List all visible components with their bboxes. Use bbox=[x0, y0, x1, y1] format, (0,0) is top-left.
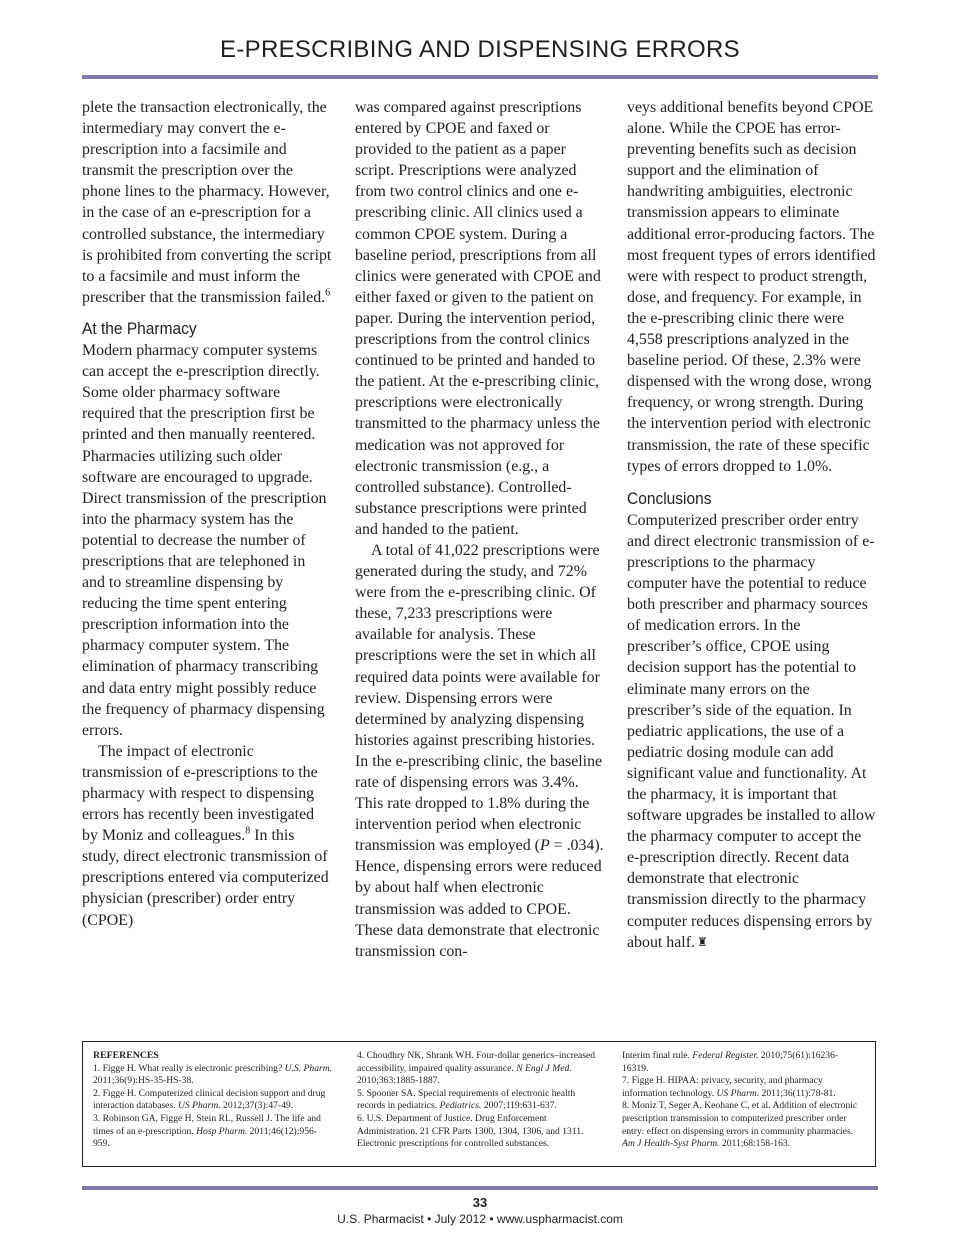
column-2 bbox=[355, 97, 605, 962]
header-rule bbox=[82, 75, 878, 79]
reference-item: 2. Figge H. Computerized clinical decision support and drug interaction databases. US Pharm. 2012;37(3):47-49. bbox=[93, 1087, 326, 1112]
citation-superscript: 6 bbox=[325, 287, 331, 299]
footer-publication-line: U.S. Pharmacist • July 2012 • www.uspharmacist.com bbox=[337, 1212, 623, 1226]
page-number: 33 bbox=[472, 1195, 488, 1210]
references-column-2 bbox=[357, 1050, 597, 1151]
reference-item: 4. Choudhry NK, Shrank WH. Four-dollar generics–increased accessibility, impaired quality assurance. N Engl J Med. 2010;363:1885-1887. bbox=[357, 1050, 596, 1087]
column-1 bbox=[82, 97, 332, 931]
reference-item: 7. Figge H. HIPAA: privacy, security, and pharmacy information technology. US Pharm. 2011;36(11):78-81. bbox=[622, 1075, 836, 1099]
paragraph bbox=[627, 510, 877, 953]
section-heading-at-the-pharmacy: At the Pharmacy bbox=[82, 319, 197, 338]
references-title: REFERENCES bbox=[93, 1050, 159, 1061]
paragraph-text: Computerized prescriber order entry and direct electronic transmission of e-prescriptions to the pharmacy computer have the potential to reduce both prescriber and pharmacy sources of medication errors. In the prescriber’s office, CPOE using decision support has the potential to eliminate many errors on the prescriber’s side of the equation. In pediatric applications, the use of a pediatric dosing module can add significant value and functionality. At the pharmacy, it is important that software upgrades be installed to allow the pharmacy computer to accept the e-prescription directly. Recent data demonstrate that electronic transmission directly to the pharmacy computer reduces dispensing errors by about half. bbox=[627, 511, 876, 951]
paragraph: was compared against prescriptions entered by CPOE and faxed or provided to the patient as a paper script. Prescriptions were analyzed from two control clinics and one e-prescribing clinic. All clinics used a common CPOE system. During a baseline period, prescriptions from all clinics were generated with CPOE and either faxed or given to the patient on paper. During the intervention period, prescriptions from the control clinics continued to be printed and handed to the patient. At the e-prescribing clinic, prescriptions were electronically transmitted to the pharmacy unless the medication was not approved for electronic transmission (e.g., a controlled substance). Controlled-substance prescriptions were printed and handed to the patient. bbox=[355, 99, 601, 538]
reference-item-continued: Interim final rule. Federal Register. 2010;75(61):16236-16319. bbox=[622, 1050, 839, 1074]
paragraph-text: A total of 41,022 prescriptions were generated during the study, and 72% were from the e-prescribing clinic. Of these, 7,233 prescriptions were available for analysis. These prescriptions were the set in which all required data points were available for review. Dispensing errors were determined by analyzing dispensing histories against prescribing histories. In the e-prescribing clinic, the baseline rate of dispensing errors was 3.4%. This rate dropped to 1.8% during the intervention period when electronic transmission was employed ( bbox=[355, 541, 603, 855]
running-head-title: E-PRESCRIBING AND DISPENSING ERRORS bbox=[220, 36, 740, 63]
journal-name: US Pharm. bbox=[177, 1100, 221, 1112]
references-box bbox=[82, 1041, 876, 1167]
journal-name: Hosp Pharm. bbox=[196, 1125, 248, 1137]
reference-item: 3. Robinson GA, Figge H, Stein RL, Russell J. The life and times of an e-prescription. Hosp Pharm. 2011;46(12):956-959. bbox=[93, 1112, 321, 1150]
journal-name: Pediatrics. bbox=[439, 1100, 482, 1112]
paragraph: Modern pharmacy computer systems can accept the e-prescription directly. Some older pharmacy software required that the prescription first be printed and then manually reentered. Pharmacies utilizing such older software are encouraged to upgrade. Direct transmission of the prescription into the pharmacy system has the potential to decrease the number of prescriptions that are telephoned in and to streamline dispensing by reducing the time spent entering prescription information into the pharmacy computer system. The elimination of pharmacy transcribing and data entry might possibly reduce the frequency of pharmacy dispensing errors. bbox=[82, 342, 327, 739]
section-heading-conclusions: Conclusions bbox=[627, 489, 712, 508]
end-of-article-icon: ♜ bbox=[696, 934, 708, 949]
journal-name: US Pharm. bbox=[716, 1087, 760, 1099]
p-value-symbol: P bbox=[539, 837, 550, 855]
paragraph-text: In this study, direct electronic transmission of prescriptions entered via computerized physician (prescriber) order entry (CPOE) bbox=[82, 827, 329, 929]
references-column-1 bbox=[93, 1050, 333, 1151]
references-column-3 bbox=[622, 1050, 862, 1151]
paragraph: veys additional benefits beyond CPOE alone. While the CPOE has error-preventing benefits such as decision support and the elimination of handwriting ambiguities, electronic transmission appears to eliminate additional error-producing factors. The most frequent types of errors identified were with respect to product strength, dose, and frequency. For example, in the e-prescribing clinic there were 4,558 prescriptions analyzed in the baseline period. Of these, 2.3% were dispensed with the wrong dose, wrong frequency, or wrong strength. During the intervention period with electronic transmission, the rate of these specific types of errors dropped to 1.0%. bbox=[627, 99, 876, 475]
reference-item: 5. Spooner SA. Special requirements of electronic health records in pediatrics. Pediatrics. 2007;119:631-637. bbox=[357, 1087, 576, 1112]
citation-superscript: 8 bbox=[245, 825, 251, 837]
journal-name: Federal Register. bbox=[692, 1050, 759, 1061]
reference-item: 1. Figge H. What really is electronic prescribing? U.S. Pharm. 2011;36(9):HS-35-HS-38. bbox=[93, 1062, 333, 1087]
column-3 bbox=[627, 97, 877, 953]
paragraph bbox=[82, 97, 332, 308]
journal-name: Am J Health-Syst Pharm. bbox=[622, 1138, 720, 1150]
reference-item: 8. Moniz T, Seger A, Keohane C, et al. Addition of electronic prescription transmission to computerized prescriber order entry: effect on dispensing errors in community pharmacies. Am J Health-Syst Pharm. 2011;68:158-163. bbox=[622, 1100, 858, 1150]
journal-name: U.S. Pharm. bbox=[284, 1062, 333, 1074]
paragraph-text: = .034). Hence, dispensing errors were reduced by about half when electronic transmission was added to CPOE. These data demonstrate that electronic transmission con- bbox=[355, 837, 604, 960]
reference-item: 6. U.S. Department of Justice. Drug Enforcement Administration. 21 CFR Parts 1300, 1304, 1306, and 1311. Electronic prescriptions for controlled substances. bbox=[357, 1112, 584, 1150]
paragraph bbox=[82, 741, 332, 931]
journal-name: N Engl J Med. bbox=[516, 1062, 572, 1074]
paragraph-text: plete the transaction electronically, the intermediary may convert the e-prescription into a facsimile and transmit the prescription over the phone lines to the pharmacy. However, in the case of an e-prescription for a controlled substance, the intermediary is prohibited from converting the script to a facsimile and must inform the prescriber that the transmission failed. bbox=[82, 99, 332, 306]
footer-rule bbox=[82, 1186, 878, 1190]
paragraph-text: The impact of electronic transmission of e-prescriptions to the pharmacy with respect to dispensing errors has recently been investigated by Moniz and colleagues. bbox=[82, 742, 318, 845]
paragraph bbox=[355, 540, 605, 962]
